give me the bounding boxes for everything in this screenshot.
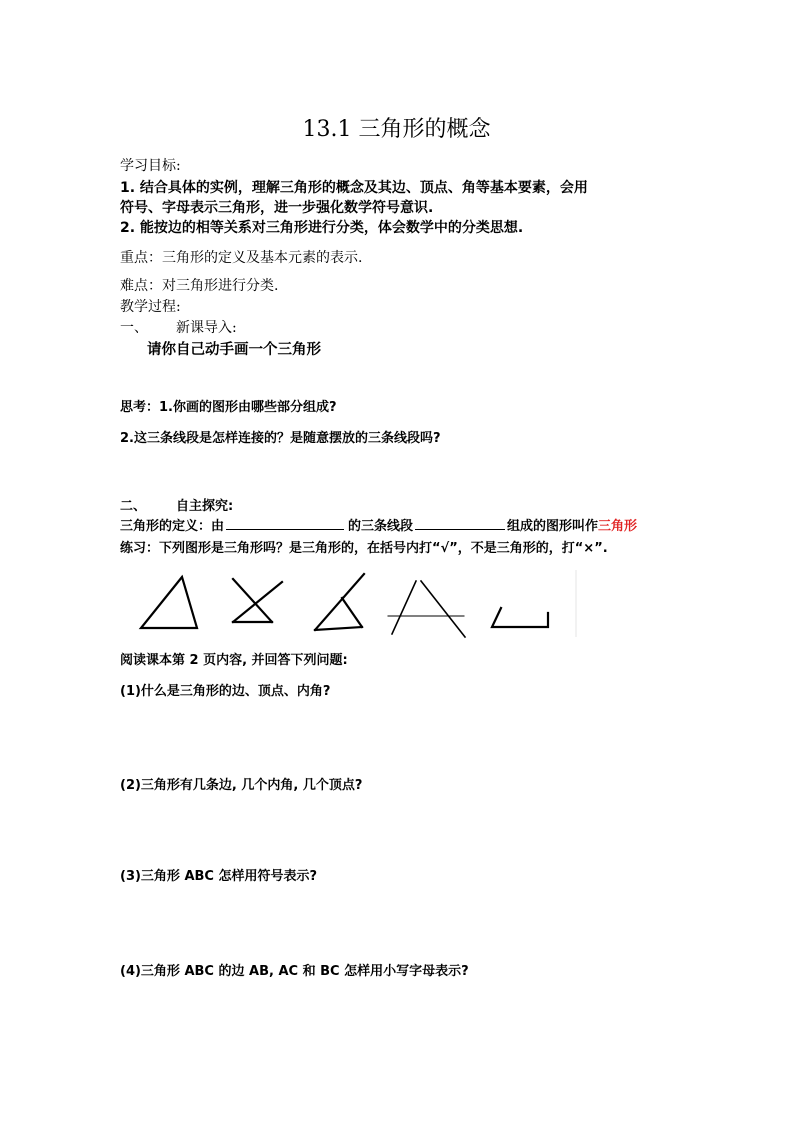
page-title: 13.1 三角形的概念 — [302, 117, 491, 142]
section-1-number: 一、 — [120, 320, 148, 336]
figure-2-crossed-lines — [233, 579, 282, 622]
definition-middle: 的三条线段 — [348, 519, 414, 534]
reading-instruction: 阅读课本第 2 页内容, 并回答下列问题: — [120, 653, 348, 668]
objective-1-line-1: 1. 结合具体的实例，理解三角形的概念及其边、顶点、角等基本要素，会用 — [120, 180, 588, 196]
triangle-definition — [120, 515, 637, 534]
objective-2: 2. 能按边的相等关系对三角形进行分类，体会数学中的分类思想. — [120, 220, 524, 236]
exercise-figures — [130, 565, 580, 640]
section-2-label: 自主探究: — [176, 499, 234, 514]
think-question-2: 2.这三条线段是怎样连接的？是随意摆放的三条线段吗? — [120, 431, 441, 446]
section-1-label: 新课导入: — [176, 320, 237, 336]
section-2-number: 二、 — [120, 499, 147, 514]
figure-1-triangle — [141, 577, 197, 628]
definition-term: 三角形 — [598, 519, 638, 534]
definition-blank-1[interactable] — [226, 516, 344, 530]
objective-1-line-2: 符号、字母表示三角形，进一步强化数学符号意识. — [120, 200, 434, 216]
question-3: (3)三角形 ABC 怎样用符号表示? — [120, 869, 318, 884]
definition-prefix: 三角形的定义：由 — [120, 519, 225, 534]
think-question-1: 思考：1.你画的图形由哪些部分组成? — [120, 400, 337, 415]
figure-3-extended-side — [315, 574, 364, 630]
question-2: (2)三角形有几条边, 几个内角, 几个顶点? — [120, 778, 363, 793]
objectives-heading: 学习目标: — [120, 158, 181, 174]
question-4: (4)三角形 ABC 的边 AB, AC 和 BC 怎样用小写字母表示? — [120, 964, 469, 979]
draw-triangle-prompt: 请你自己动手画一个三角形 — [147, 342, 321, 358]
figure-4-overlapping-lines — [388, 581, 465, 637]
difficulty: 难点：对三角形进行分类. — [120, 278, 279, 294]
definition-blank-2[interactable] — [415, 516, 505, 530]
figure-5-open-shape — [492, 608, 548, 627]
exercise-instruction: 练习：下列图形是三角形吗？是三角形的，在括号内打“√”，不是三角形的，打“×”. — [120, 541, 608, 556]
key-point: 重点：三角形的定义及基本元素的表示. — [120, 250, 363, 266]
definition-suffix: 组成的图形叫作 — [507, 519, 599, 534]
question-1: (1)什么是三角形的边、顶点、内角? — [120, 684, 331, 699]
process-heading: 教学过程: — [120, 299, 181, 315]
